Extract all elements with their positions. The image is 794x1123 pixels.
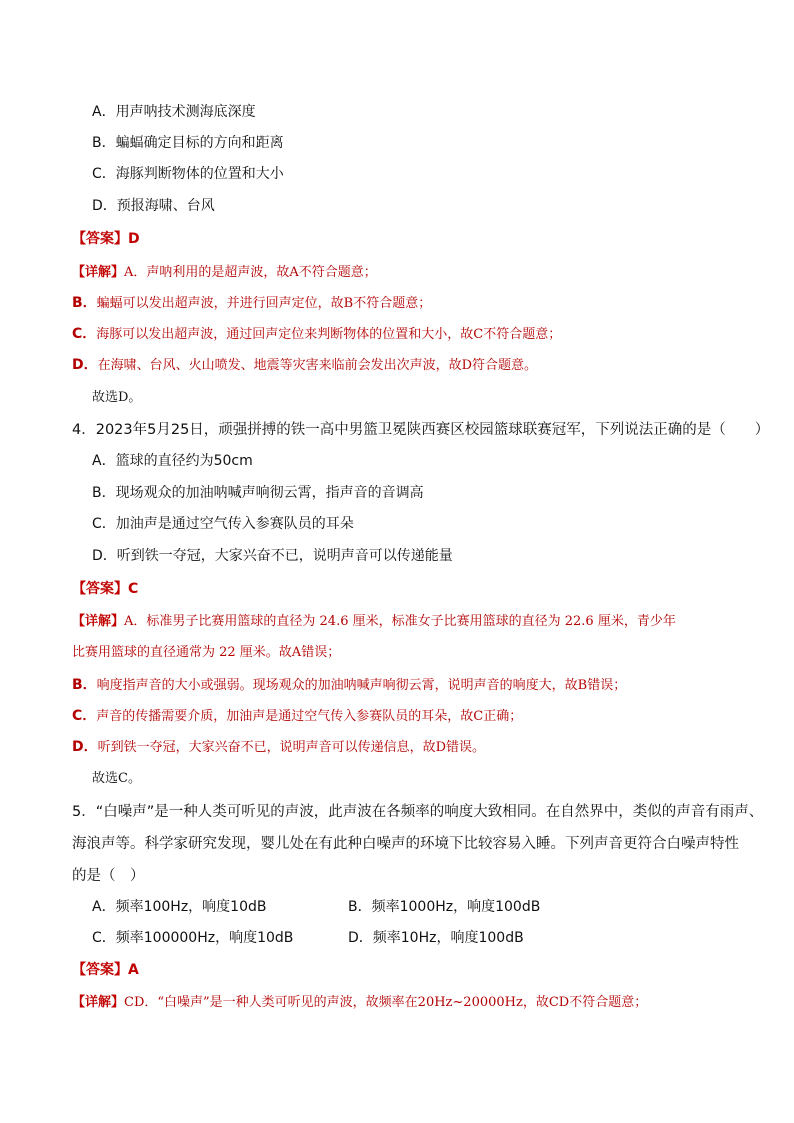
q3-option-d: D．预报海啸、台风	[92, 198, 215, 214]
q4-detail-d	[72, 737, 485, 758]
q3-detail-b	[72, 293, 431, 314]
detail-text: CD．“白噪声”是一种人类可听见的声波，故频率在20Hz~20000Hz，故CD不符合题意；	[124, 995, 648, 1010]
detail-text: 在海啸、台风、火山喷发、地震等灾害来临前会发出次声波，故D符合题意。	[97, 358, 538, 373]
detail-letter: C．	[72, 708, 97, 724]
answer-value: C	[128, 581, 139, 597]
detail-text: A．标准男子比赛用篮球的直径为 24.6 厘米，标准女子比赛用篮球的直径为 22.6 厘米，青少年	[124, 614, 676, 629]
q5-detail-cd	[72, 992, 647, 1013]
detail-text: A．声呐利用的是超声波，故A不符合题意；	[124, 265, 377, 280]
q4-answer	[72, 579, 138, 599]
q4-option-c: C．加油声是通过空气传入参赛队员的耳朵	[92, 516, 354, 532]
detail-tag: 【详解】	[72, 995, 125, 1010]
q4-detail-b	[72, 675, 626, 696]
q3-conclusion: 故选D。	[92, 390, 142, 405]
q5-option-d: D．频率10Hz，响度100dB	[348, 930, 524, 946]
q3-detail-c	[72, 324, 561, 345]
detail-text: 听到铁一夺冠，大家兴奋不已，说明声音可以传递信息，故D错误。	[97, 740, 486, 755]
answer-value: A	[128, 962, 139, 978]
detail-text: 海豚可以发出超声波，通过回声定位来判断物体的位置和大小，故C不符合题意；	[96, 327, 562, 342]
q3-option-b: B．蝙蝠确定目标的方向和距离	[92, 135, 284, 151]
q4-conclusion: 故选C。	[92, 771, 141, 786]
detail-text: 响度指声音的大小或强弱。现场观众的加油呐喊声响彻云霄，说明声音的响度大，故B错误；	[96, 678, 627, 693]
q5-option-c: C．频率100000Hz，响度10dB	[92, 930, 294, 946]
detail-text: 蝙蝠可以发出超声波，并进行回声定位，故B不符合题意；	[96, 296, 432, 311]
detail-tag: 【详解】	[72, 614, 125, 629]
q5-stem-line1: 5．“白噪声”是一种人类可听见的声波，此声波在各频率的响度大致相同。在自然界中，类似的声音有雨声、	[72, 804, 764, 820]
q3-option-a: A．用声呐技术测海底深度	[92, 104, 256, 120]
detail-letter: B．	[72, 677, 97, 693]
answer-value: D	[128, 231, 140, 247]
q3-detail-d	[72, 355, 537, 376]
q4-option-a: A．篮球的直径约为50cm	[92, 453, 253, 469]
detail-tag: 【详解】	[72, 265, 125, 280]
q5-option-a: A．频率100Hz，响度10dB	[92, 899, 267, 915]
q4-detail-c	[72, 706, 522, 727]
q4-option-d: D．听到铁一夺冠，大家兴奋不已，说明声音可以传递能量	[92, 548, 453, 564]
answer-tag: 【答案】	[72, 962, 128, 978]
q4-detail-a-line2: 比赛用篮球的直径通常为 22 厘米。故A错误；	[72, 645, 341, 660]
q5-answer	[72, 960, 139, 980]
q4-stem: 4．2023年5月25日，顽强拼搏的铁一高中男篮卫冕陕西赛区校园篮球联赛冠军，下列说法正确的是（ ）	[72, 422, 770, 438]
q4-detail-a-line1	[72, 611, 676, 632]
q5-stem-line2: 海浪声等。科学家研究发现，婴儿处在有此种白噪声的环境下比较容易入睡。下列声音更符合白噪声特性	[72, 836, 739, 852]
detail-letter: D．	[72, 739, 98, 755]
q3-option-c: C．海豚判断物体的位置和大小	[92, 166, 284, 182]
answer-tag: 【答案】	[72, 581, 128, 597]
detail-letter: B．	[72, 295, 97, 311]
detail-letter: D．	[72, 357, 98, 373]
q5-stem-line3: 的是（ ）	[72, 868, 145, 884]
q3-answer	[72, 229, 140, 249]
q3-detail-a	[72, 262, 377, 283]
answer-tag: 【答案】	[72, 231, 128, 247]
detail-letter: C．	[72, 326, 97, 342]
q5-option-b: B．频率1000Hz，响度100dB	[348, 899, 541, 915]
q4-option-b: B．现场观众的加油呐喊声响彻云霄，指声音的音调高	[92, 485, 424, 501]
detail-text: 声音的传播需要介质，加油声是通过空气传入参赛队员的耳朵，故C正确；	[96, 709, 523, 724]
